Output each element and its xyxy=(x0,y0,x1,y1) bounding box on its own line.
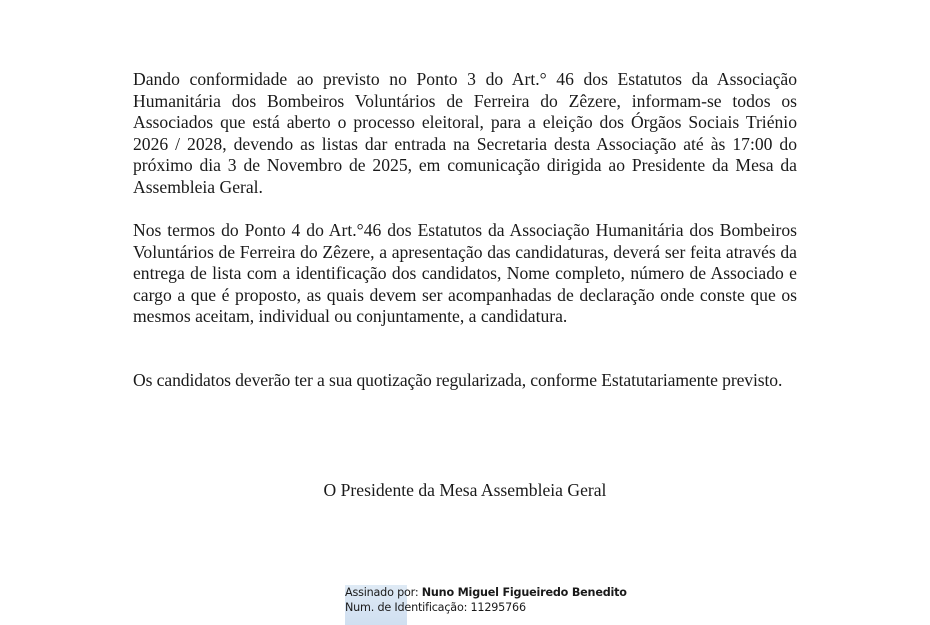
signed-by-label: Assinado por: xyxy=(345,586,419,599)
signature-title: O Presidente da Mesa Assembleia Geral xyxy=(323,480,607,500)
paragraph-candidacy-requirements: Nos termos do Ponto 4 do Art.°46 dos Estatutos da Associação Humanitária dos Bombeiros Voluntários de Ferreira do Zêzere, a apresentação das candidaturas, deverá ser feita através da entrega de lista com a identificação dos candidatos, Nome completo, número de Associado e cargo a que é proposto, as quais devem ser acompanhadas de declaração onde conste que os mesmos aceitam, individual ou conjuntamente, a candidatura. xyxy=(133,220,797,327)
paragraph-electoral-process: Dando conformidade ao previsto no Ponto 3 do Art.° 46 dos Estatutos da Associação Humanitária dos Bombeiros Voluntários de Ferreira do Zêzere, informam-se todos os Associados que está aberto o processo eleitoral, para a eleição dos Órgãos Sociais Triénio 2026 / 2028, devendo as listas dar entrada na Secretaria desta Associação até às 17:00 do próximo dia 3 de Novembro de 2025, em comunicação dirigida ao Presidente da Mesa da Assembleia Geral. xyxy=(133,69,797,197)
id-label: Num. de Identificação: xyxy=(345,601,468,614)
id-value: 11295766 xyxy=(470,601,526,614)
signed-by-line xyxy=(345,585,645,600)
paragraph-dues-requirement: Os candidatos deverão ter a sua quotização regularizada, conforme Estatutariamente previsto. xyxy=(133,370,783,390)
id-number-line xyxy=(345,600,645,615)
digital-signature-block xyxy=(345,585,645,625)
signer-name: Nuno Miguel Figueiredo Benedito xyxy=(421,586,627,599)
